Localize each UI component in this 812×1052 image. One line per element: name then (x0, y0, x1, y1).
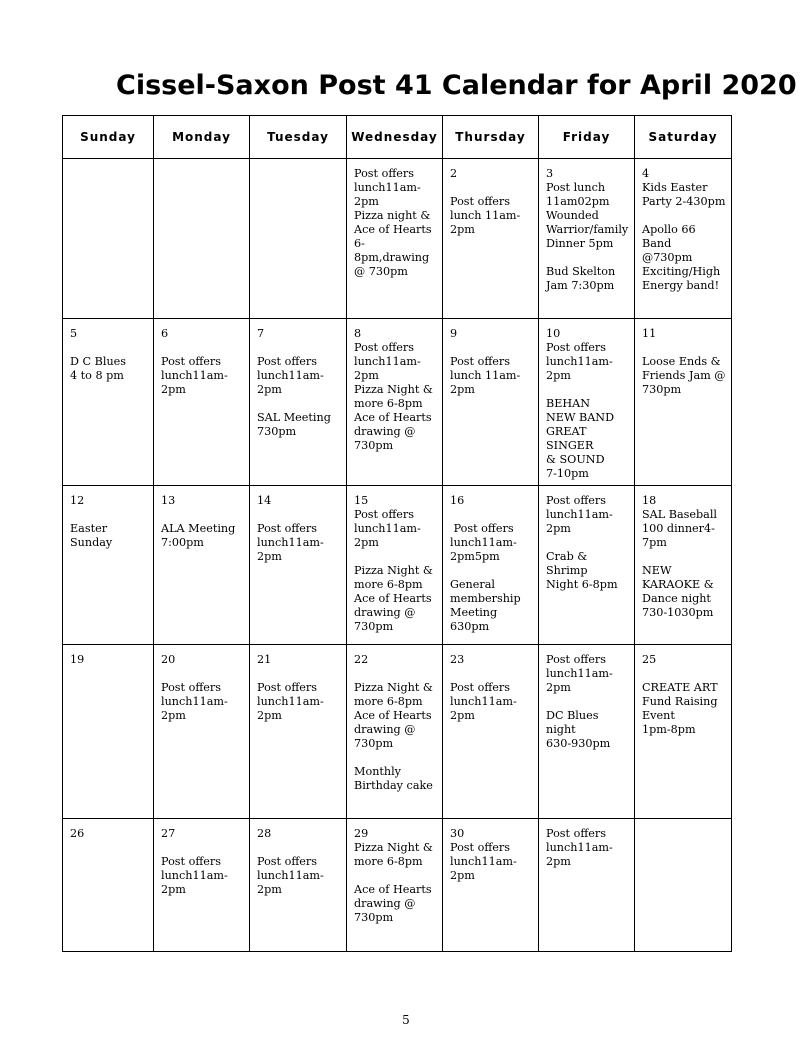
day-cell-text: 2 Post offers lunch 11am- 2pm (450, 167, 521, 236)
day-cell-text: 14 Post offers lunch11am- 2pm (257, 494, 324, 563)
day-cell-text (635, 819, 731, 831)
day-cell-text: 25 CREATE ART Fund Raising Event 1pm-8pm (642, 653, 718, 736)
day-cell-text: 28 Post offers lunch11am- 2pm (257, 827, 324, 896)
day-cell (347, 319, 443, 486)
day-cell (443, 159, 539, 319)
day-cell-text: 4 Kids Easter Party 2-430pm Apollo 66 Band @730pm Exciting/High Energy band! (642, 167, 726, 292)
day-cell-text: 16 Post offers lunch11am- 2pm5pm General membership Meeting 630pm (450, 494, 521, 633)
weekday-header: Tuesday (250, 116, 347, 159)
day-cell-text: 13 ALA Meeting 7:00pm (161, 494, 236, 549)
day-cell (635, 319, 732, 486)
day-cell (443, 486, 539, 645)
weekday-header: Saturday (635, 116, 732, 159)
day-cell (443, 645, 539, 819)
day-cell (154, 159, 250, 319)
day-cell (154, 819, 250, 952)
day-cell-text: 30 Post offers lunch11am- 2pm (450, 827, 517, 882)
day-cell-text: 6 Post offers lunch11am- 2pm (161, 327, 228, 396)
day-cell (250, 645, 347, 819)
day-cell (347, 486, 443, 645)
day-cell-text: 11 Loose Ends & Friends Jam @ 730pm (642, 327, 726, 396)
day-cell (250, 819, 347, 952)
day-cell-text: 12 Easter Sunday (70, 494, 113, 549)
calendar-table (62, 115, 732, 952)
day-cell (347, 159, 443, 319)
day-cell-text: 26 (70, 827, 85, 840)
day-cell (154, 645, 250, 819)
day-cell (347, 645, 443, 819)
week-row (63, 159, 732, 319)
day-cell-text: 23 Post offers lunch11am- 2pm (450, 653, 517, 722)
day-cell (347, 819, 443, 952)
day-cell (250, 486, 347, 645)
day-cell (63, 159, 154, 319)
calendar-title: Cissel-Saxon Post 41 Calendar for April 2020 (116, 70, 797, 101)
day-cell-text: 9 Post offers lunch 11am- 2pm (450, 327, 521, 396)
day-cell-text (250, 159, 346, 171)
day-cell (443, 319, 539, 486)
day-cell-text: 29 Pizza Night & more 6-8pm Ace of Hearts drawing @ 730pm (354, 827, 433, 924)
page-number: 5 (402, 1013, 410, 1027)
day-cell-text: Post offers lunch11am- 2pm Crab & Shrimp Night 6-8pm (546, 494, 618, 591)
day-cell-text: 10 Post offers lunch11am- 2pm BEHAN NEW BAND GREAT SINGER & SOUND 7-10pm (546, 327, 615, 480)
day-cell (63, 819, 154, 952)
day-cell (539, 819, 635, 952)
day-cell-text: 20 Post offers lunch11am- 2pm (161, 653, 228, 722)
day-cell (539, 486, 635, 645)
weekday-header: Monday (154, 116, 250, 159)
weekday-header: Friday (539, 116, 635, 159)
day-cell-text: 7 Post offers lunch11am- 2pm SAL Meeting 730pm (257, 327, 331, 438)
day-cell-text: 27 Post offers lunch11am- 2pm (161, 827, 228, 896)
weekday-header-row (63, 116, 732, 159)
day-cell (443, 819, 539, 952)
day-cell (539, 319, 635, 486)
day-cell (539, 645, 635, 819)
week-row (63, 645, 732, 819)
day-cell-text: Post offers lunch11am- 2pm (546, 827, 613, 868)
day-cell (250, 319, 347, 486)
day-cell (63, 645, 154, 819)
weekday-header: Wednesday (347, 116, 443, 159)
day-cell (154, 486, 250, 645)
day-cell-text: 3 Post lunch 11am02pm Wounded Warrior/family Dinner 5pm Bud Skelton Jam 7:30pm (546, 167, 629, 292)
day-cell-text: 15 Post offers lunch11am- 2pm Pizza Night & more 6-8pm Ace of Hearts drawing @ 730pm (354, 494, 433, 633)
day-cell-text: 8 Post offers lunch11am- 2pm Pizza Night & more 6-8pm Ace of Hearts drawing @ 730pm (354, 327, 433, 452)
week-row (63, 486, 732, 645)
day-cell-text: 22 Pizza Night & more 6-8pm Ace of Hearts drawing @ 730pm Monthly Birthday cake (354, 653, 433, 792)
weekday-header: Thursday (443, 116, 539, 159)
day-cell (250, 159, 347, 319)
day-cell (539, 159, 635, 319)
day-cell (635, 159, 732, 319)
day-cell-text: 21 Post offers lunch11am- 2pm (257, 653, 324, 722)
day-cell (63, 486, 154, 645)
day-cell (154, 319, 250, 486)
week-row (63, 319, 732, 486)
day-cell-text (63, 159, 153, 171)
day-cell-text: 18 SAL Baseball 100 dinner4- 7pm NEW KARAOKE & Dance night 730-1030pm (642, 494, 717, 619)
week-row (63, 819, 732, 952)
day-cell (63, 319, 154, 486)
day-cell-text: Post offers lunch11am- 2pm Pizza night & Ace of Hearts 6-8pm,drawing @ 730pm (354, 167, 432, 278)
day-cell (635, 819, 732, 952)
day-cell-text (154, 159, 249, 171)
day-cell (635, 486, 732, 645)
day-cell-text: 19 (70, 653, 85, 666)
day-cell-text: 5 D C Blues 4 to 8 pm (70, 327, 127, 382)
day-cell-text: Post offers lunch11am- 2pm DC Blues night 630-930pm (546, 653, 613, 750)
day-cell (635, 645, 732, 819)
weekday-header: Sunday (63, 116, 154, 159)
